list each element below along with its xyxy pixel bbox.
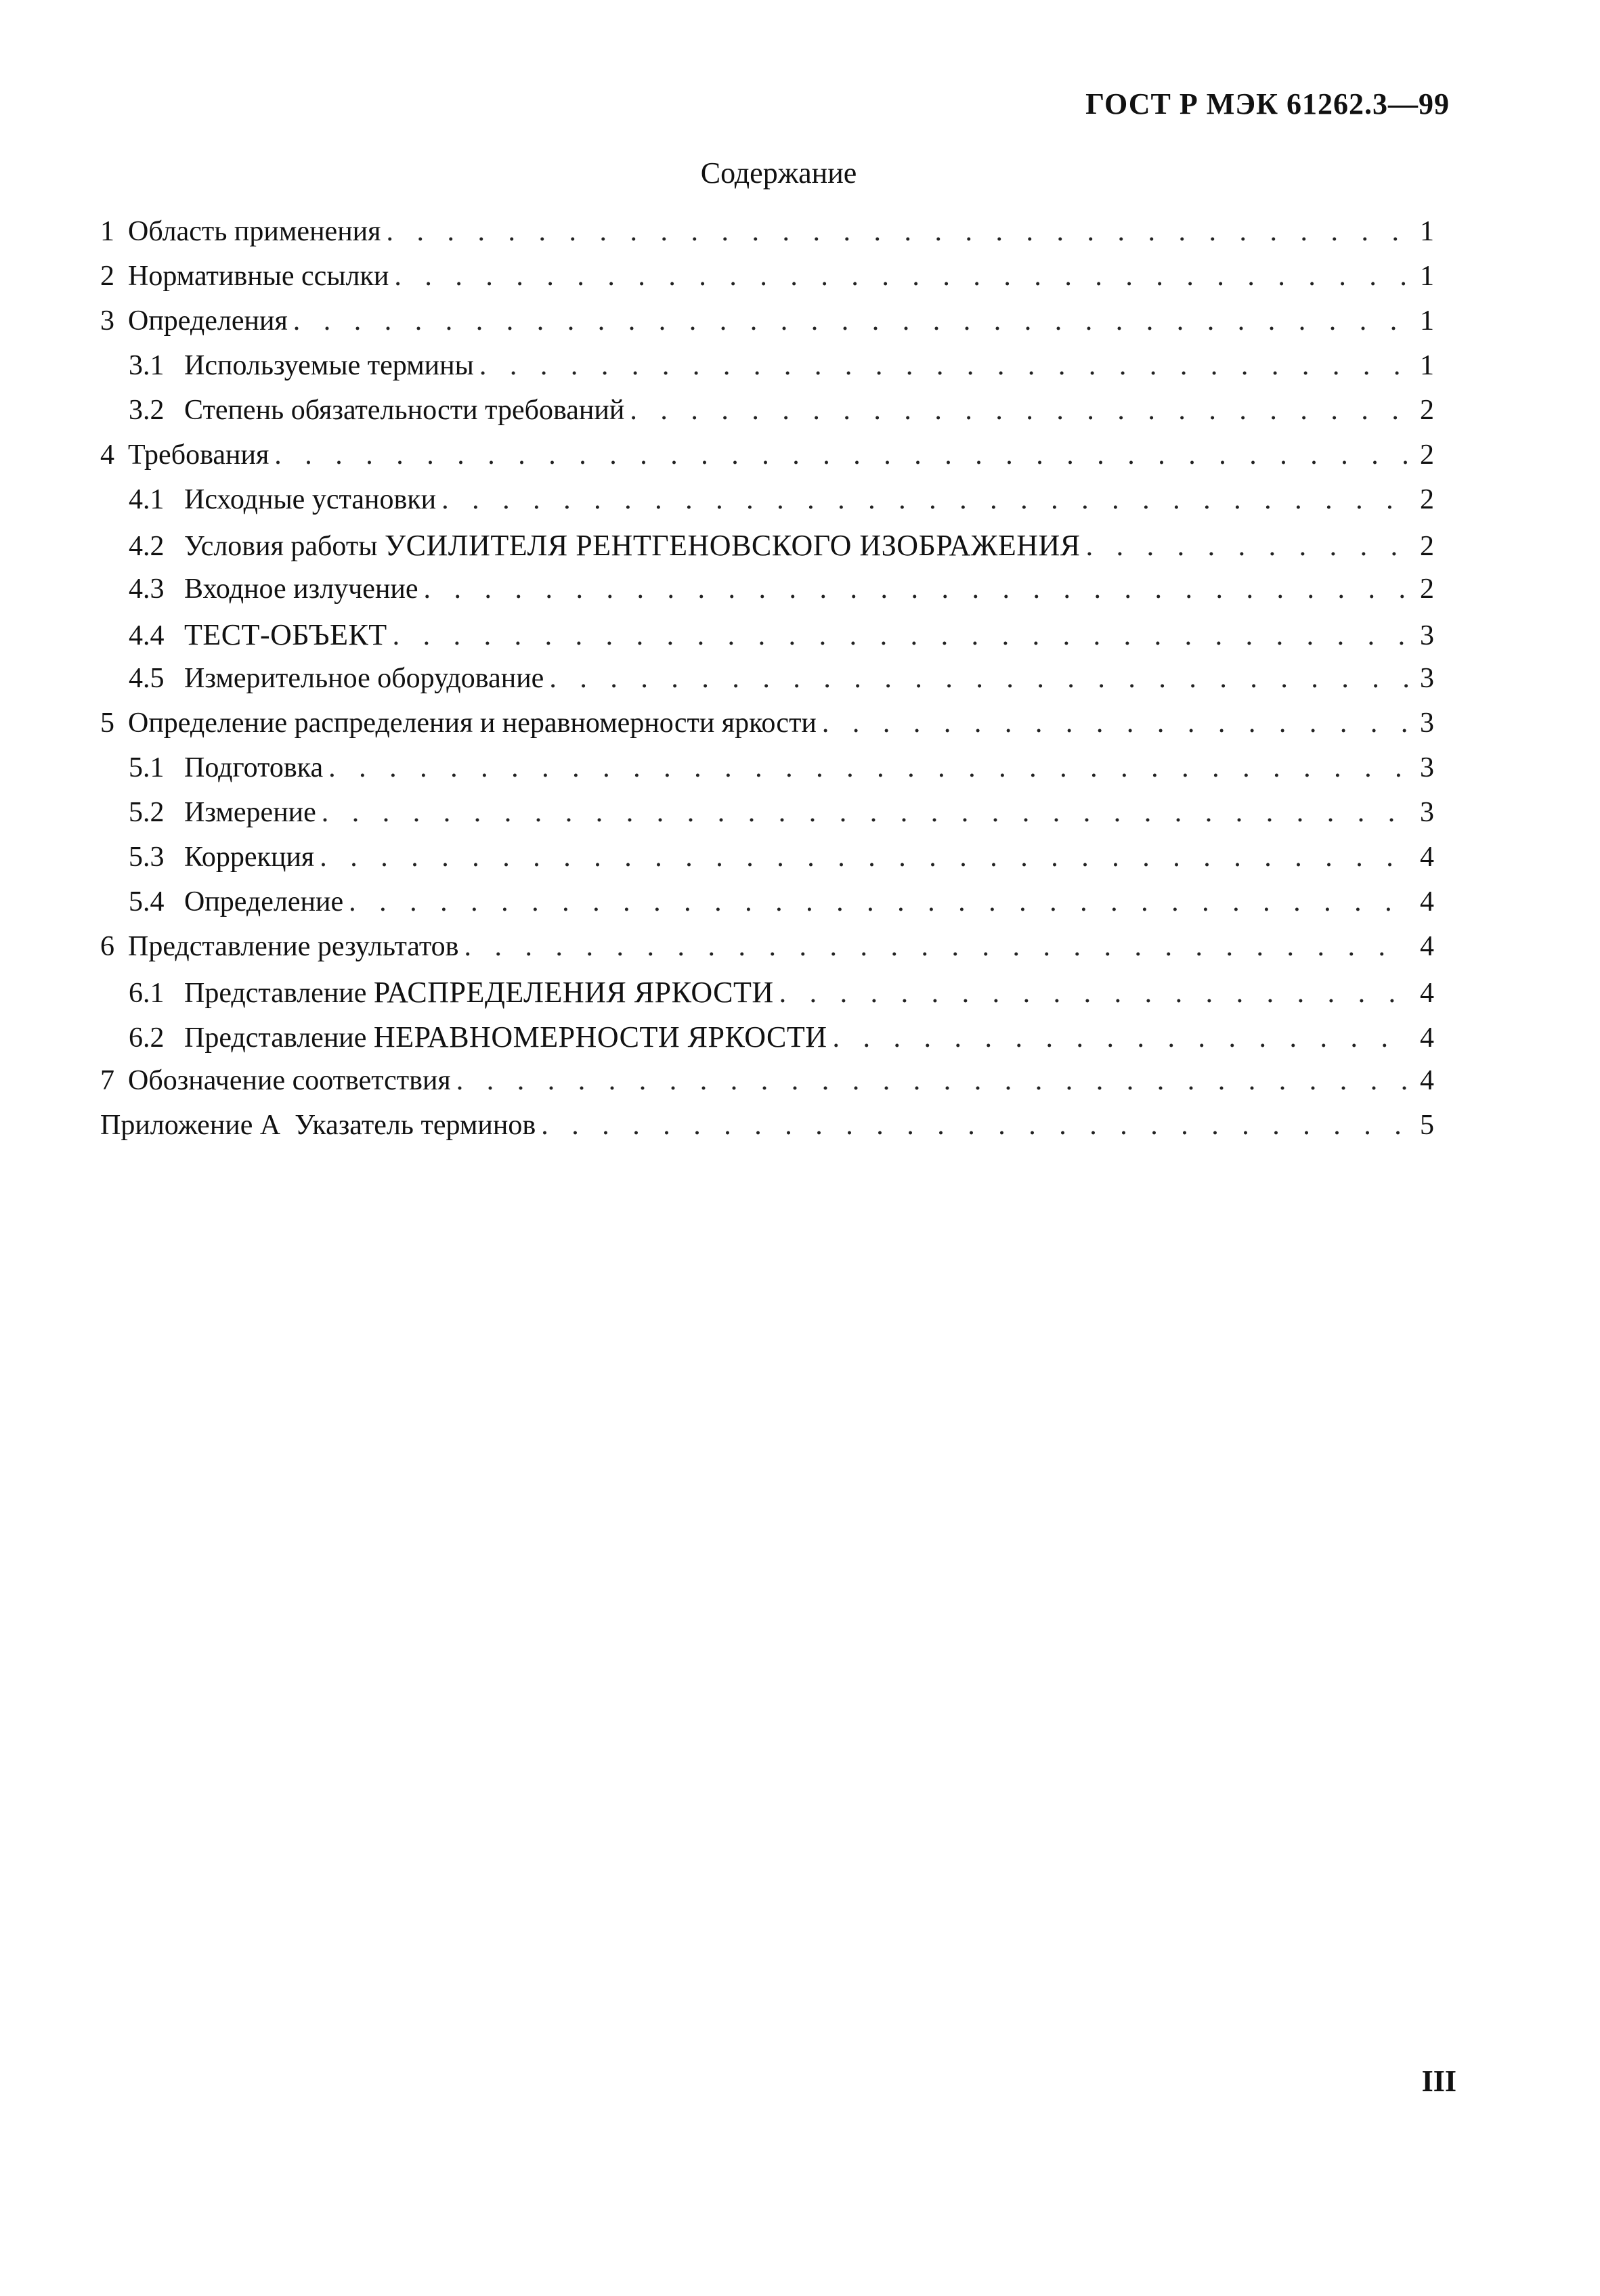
toc-dot-leader [549,662,1408,695]
toc-entry-number: 3 [100,305,114,337]
toc-dot-leader [630,394,1408,427]
toc-dot-leader [464,930,1409,963]
toc-dot-leader [441,483,1408,516]
toc-entry-label: Представление результатов [128,931,459,962]
toc-entry[interactable] [100,573,1434,618]
toc-entry-term: РАСПРЕДЕЛЕНИЯ ЯРКОСТИ [373,976,774,1009]
toc-entry[interactable] [100,483,1434,528]
toc-entry-page: 1 [1420,350,1434,381]
toc-entry-number: 2 [100,261,114,292]
toc-entry-number: 5 [100,708,114,739]
toc-entry[interactable] [100,975,1434,1020]
toc-dot-leader [424,573,1408,605]
toc-entry-number: 4.2 [129,531,165,562]
toc-entry-page: 2 [1420,395,1434,426]
toc-dot-leader [779,977,1408,1010]
toc-dot-leader [349,886,1408,918]
toc-dot-leader [274,439,1408,471]
toc-entry[interactable] [100,260,1434,305]
toc-dot-leader [1086,530,1408,563]
standard-code: ГОСТ Р МЭК 61262.3—99 [1085,87,1450,121]
toc-dot-leader [393,620,1408,652]
toc-entry[interactable] [100,752,1434,796]
toc-entry[interactable] [100,1064,1434,1109]
toc-entry[interactable] [100,1020,1434,1064]
toc-entry-label: Область применения [128,216,381,247]
toc-entry[interactable] [100,662,1434,707]
toc-entry-label: Подготовка [184,752,324,783]
toc-entry[interactable] [100,796,1434,841]
toc-entry[interactable] [100,618,1434,662]
toc-entry-label: Условия работы [184,531,385,562]
toc-entry-number: 5.1 [129,752,165,783]
toc-entry-page: 2 [1420,531,1434,562]
toc-entry-number: 3.2 [129,395,165,426]
toc-entry-number: 4.4 [129,620,165,651]
toc-entry-label: Приложение А Указатель терминов [100,1110,536,1141]
toc-entry-label: Представление [184,1022,374,1054]
toc-entry-number: 4 [100,439,114,471]
toc-entry-number: 1 [100,216,114,247]
toc-dot-leader [322,796,1408,829]
toc-entry-page: 3 [1420,708,1434,739]
toc-entry-label: Степень обязательности требований [184,395,625,426]
toc-entry[interactable] [100,215,1434,260]
toc-dot-leader [394,260,1408,293]
toc-entry-label: Измерение [184,797,316,828]
page-number: III [1421,2064,1456,2098]
toc-entry-page: 4 [1420,978,1434,1009]
toc-entry-number: 7 [100,1065,114,1096]
toc-entry-page: 2 [1420,484,1434,515]
toc-entry[interactable] [100,1109,1434,1154]
toc-entry-label: Коррекция [184,842,315,873]
toc-title: Содержание [700,156,857,190]
toc-entry-term: ТЕСТ-ОБЪЕКТ [184,618,387,651]
toc-dot-leader [541,1109,1408,1142]
toc-entry[interactable] [100,439,1434,483]
toc-entry-number: 6.2 [129,1022,165,1054]
toc-entry-page: 1 [1420,305,1434,337]
toc-entry-page: 2 [1420,573,1434,605]
toc-dot-leader [386,215,1408,248]
toc-entry-page: 1 [1420,261,1434,292]
toc-entry-page: 4 [1420,1065,1434,1096]
toc-entry-label: Исходные установки [184,484,437,515]
toc-entry-label: Требования [128,439,269,471]
toc-entry-number: 5.3 [129,842,165,873]
toc-dot-leader [328,752,1408,784]
toc-entry-page: 2 [1420,439,1434,471]
toc-entry[interactable] [100,886,1434,930]
toc-entry-term: УСИЛИТЕЛЯ РЕНТГЕНОВСКОГО ИЗОБРАЖЕНИЯ [384,529,1081,562]
toc-dot-leader [293,305,1408,337]
toc-entry-number: 4.5 [129,663,165,694]
table-of-contents [100,215,1434,1154]
toc-entry-label: Используемые термины [184,350,474,381]
toc-entry[interactable] [100,707,1434,752]
toc-entry-label: Определения [128,305,288,337]
toc-entry-page: 3 [1420,797,1434,828]
toc-entry-label: Измерительное оборудование [184,663,544,694]
toc-entry-label: Нормативные ссылки [128,261,389,292]
toc-dot-leader [479,349,1408,382]
toc-entry-page: 3 [1420,752,1434,783]
toc-entry-number: 5.2 [129,797,165,828]
toc-entry-label: Представление [184,978,374,1009]
toc-entry-number: 3.1 [129,350,165,381]
toc-entry-term: НЕРАВНОМЕРНОСТИ ЯРКОСТИ [373,1020,827,1054]
toc-entry[interactable] [100,841,1434,886]
toc-dot-leader [320,841,1408,873]
toc-dot-leader [456,1064,1408,1097]
toc-entry-number: 5.4 [129,886,165,917]
toc-entry-label: Определение [184,886,344,917]
toc-entry-number: 4.3 [129,573,165,605]
toc-entry-page: 4 [1420,1022,1434,1054]
toc-entry[interactable] [100,528,1434,573]
toc-entry-page: 3 [1420,620,1434,651]
toc-entry-page: 5 [1420,1110,1434,1141]
toc-entry-number: 4.1 [129,484,165,515]
toc-entry-number: 6 [100,931,114,962]
toc-entry[interactable] [100,305,1434,349]
toc-dot-leader [833,1022,1408,1054]
toc-entry-page: 4 [1420,886,1434,917]
toc-entry-label: Обозначение соответствия [128,1065,451,1096]
toc-entry-page: 4 [1420,931,1434,962]
toc-entry[interactable] [100,349,1434,394]
toc-entry[interactable] [100,930,1434,975]
toc-entry-page: 1 [1420,216,1434,247]
toc-entry-number: 6.1 [129,978,165,1009]
toc-entry[interactable] [100,394,1434,439]
toc-entry-page: 3 [1420,663,1434,694]
toc-entry-page: 4 [1420,842,1434,873]
toc-entry-label: Определение распределения и неравномерности яркости [128,708,817,739]
toc-entry-label: Входное излучение [184,573,418,605]
toc-dot-leader [822,707,1408,739]
